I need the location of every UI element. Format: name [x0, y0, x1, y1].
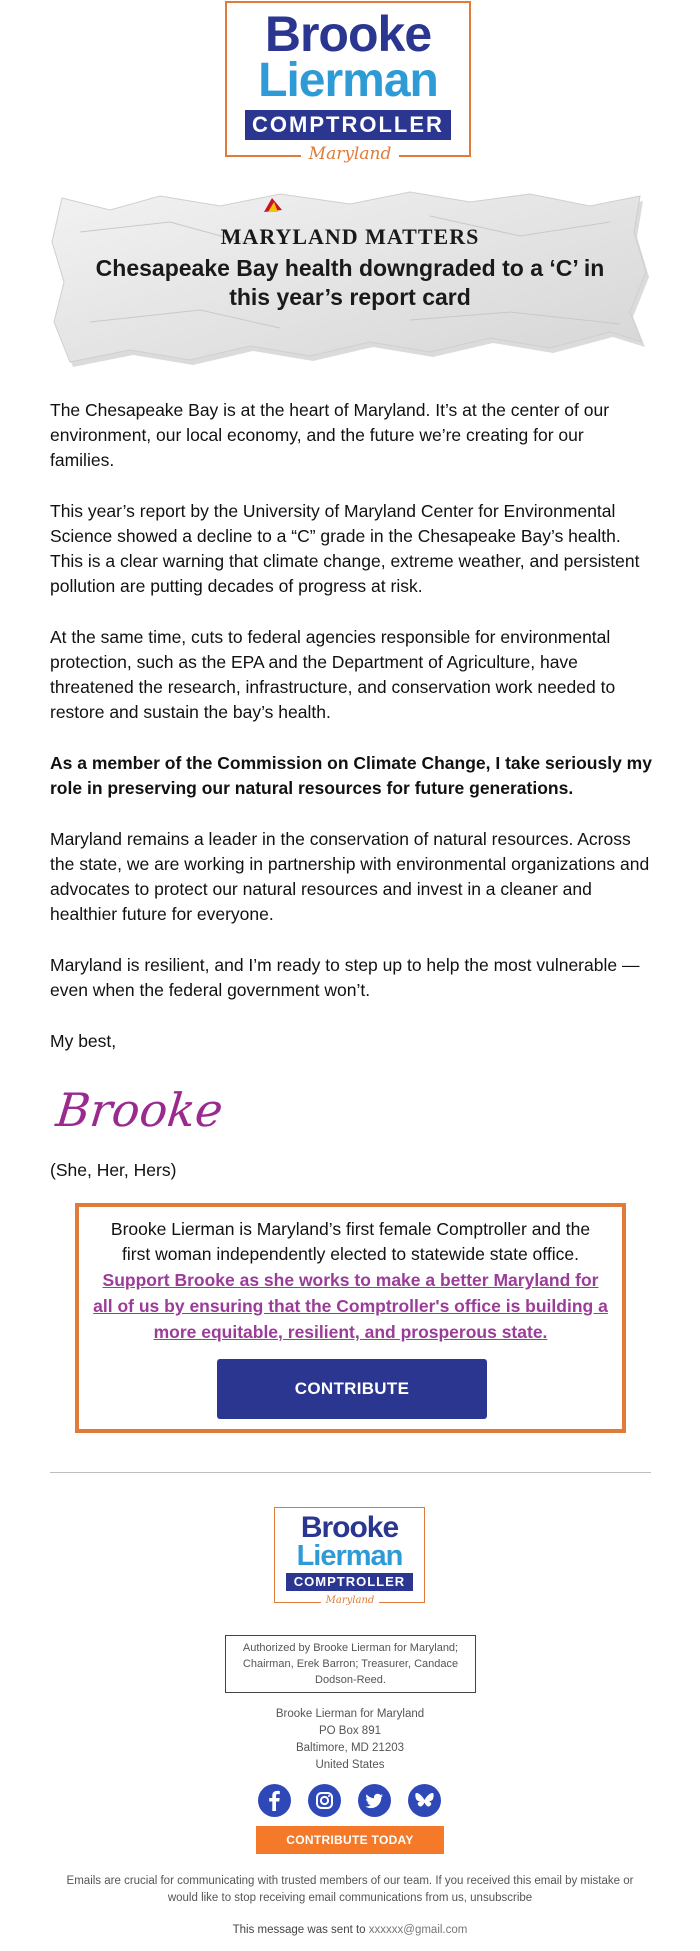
footer-logo-first-name: Brooke — [300, 1511, 399, 1544]
footer-logo-frame — [274, 1507, 425, 1603]
address-line: Baltimore, MD 21203 — [295, 1742, 405, 1754]
unsubscribe-link[interactable]: unsubscribe — [470, 1892, 533, 1904]
footer-divider — [50, 1472, 651, 1473]
svg-text:Brooke: Brooke — [53, 1083, 226, 1137]
social-links — [258, 1784, 443, 1818]
footer-logo[interactable] — [274, 1507, 426, 1613]
signature-image — [50, 1076, 652, 1142]
recipient-email: xxxxxx@gmail.com — [368, 1924, 468, 1936]
email-notice-text: Emails are crucial for communicating with trusted members of our team. If you received this email by mistake or would like to stop receiving email communications from us, — [66, 1875, 634, 1904]
logo-last-name: Lierman — [258, 54, 438, 107]
footer-logo-office: COMPTROLLER — [286, 1573, 413, 1591]
address-line: Brooke Lierman for Maryland — [275, 1708, 425, 1720]
mailing-address — [200, 1706, 500, 1774]
paragraph-6: Maryland is resilient, and I’m ready to step up to help the most vulnerable — even when the federal government won’t. — [50, 955, 640, 1000]
paragraph-3: At the same time, cuts to federal agencies responsible for environmental protection, such as the EPA and the Department of Agriculture, have threatened the research, infrastructure, and conservation work needed to restore and sustain the bay’s health. — [50, 627, 616, 722]
facebook-icon[interactable] — [258, 1784, 291, 1817]
paragraph-1: The Chesapeake Bay is at the heart of Maryland. It’s at the center of our environment, our local economy, and the future we’re creating for our families. — [50, 400, 610, 470]
bio-text: Brooke Lierman is Maryland’s first female Comptroller and the first woman independently elected to statewide state office. — [110, 1219, 591, 1264]
twitter-icon[interactable] — [358, 1784, 391, 1817]
handwritten-signature — [53, 1076, 226, 1142]
publication-name: MARYLAND MATTERS — [220, 224, 480, 249]
footer-logo-state: Maryland — [274, 1595, 426, 1606]
header-logo[interactable] — [225, 0, 475, 172]
bio-callout-box — [75, 1203, 626, 1433]
sent-to-line — [150, 1924, 550, 1936]
paragraph-2: This year’s report by the University of Maryland Center for Environmental Science showed a decline to a “C” grade in the Chesapeake Bay’s health. This is a clear warning that climate change, extreme weather, and persistent pollution are putting decades of progress at risk. — [50, 501, 640, 596]
closing-line: My best, — [50, 1031, 117, 1051]
pronouns: (She, Her, Hers) — [50, 1160, 177, 1180]
paragraph-5: Maryland remains a leader in the conservation of natural resources. Across the state, we are working in partnership with environmental organizations and advocates to protect our natural resources and invest in a cleaner and healthier future for everyone. — [50, 829, 650, 924]
instagram-icon[interactable] — [308, 1784, 341, 1817]
logo-first-name: Brooke — [264, 6, 432, 62]
email-body — [50, 398, 652, 1209]
support-link[interactable]: Support Brooke as she works to make a better Maryland for all of us by ensuring that the Comptroller's office is building a more equitable, resilient, and prosperous state. — [93, 1270, 608, 1342]
sent-to-prefix: This message was sent to — [232, 1924, 366, 1936]
address-line: PO Box 891 — [318, 1725, 381, 1737]
logo-office: COMPTROLLER — [245, 110, 451, 140]
email-notice — [60, 1873, 640, 1907]
address-line: United States — [315, 1759, 385, 1771]
logo-state: Maryland — [225, 144, 475, 164]
contribute-button[interactable]: CONTRIBUTE — [217, 1359, 487, 1419]
news-headline: Chesapeake Bay health downgraded to a ‘C’ in this year’s report card — [95, 255, 605, 310]
paragraph-4-bold: As a member of the Commission on Climate Change, I take seriously my role in preserving our natural resources for future generations. — [50, 753, 652, 798]
logo-frame — [225, 1, 471, 157]
footer-logo-last-name: Lierman — [296, 1540, 403, 1572]
news-banner-image[interactable] — [50, 192, 650, 370]
authorized-by-box: Authorized by Brooke Lierman for Maryland; Chairman, Erek Barron; Treasurer, Candace Dodson-Reed. — [225, 1635, 476, 1693]
contribute-today-button[interactable]: CONTRIBUTE TODAY — [256, 1826, 444, 1854]
bluesky-icon[interactable] — [408, 1784, 441, 1817]
